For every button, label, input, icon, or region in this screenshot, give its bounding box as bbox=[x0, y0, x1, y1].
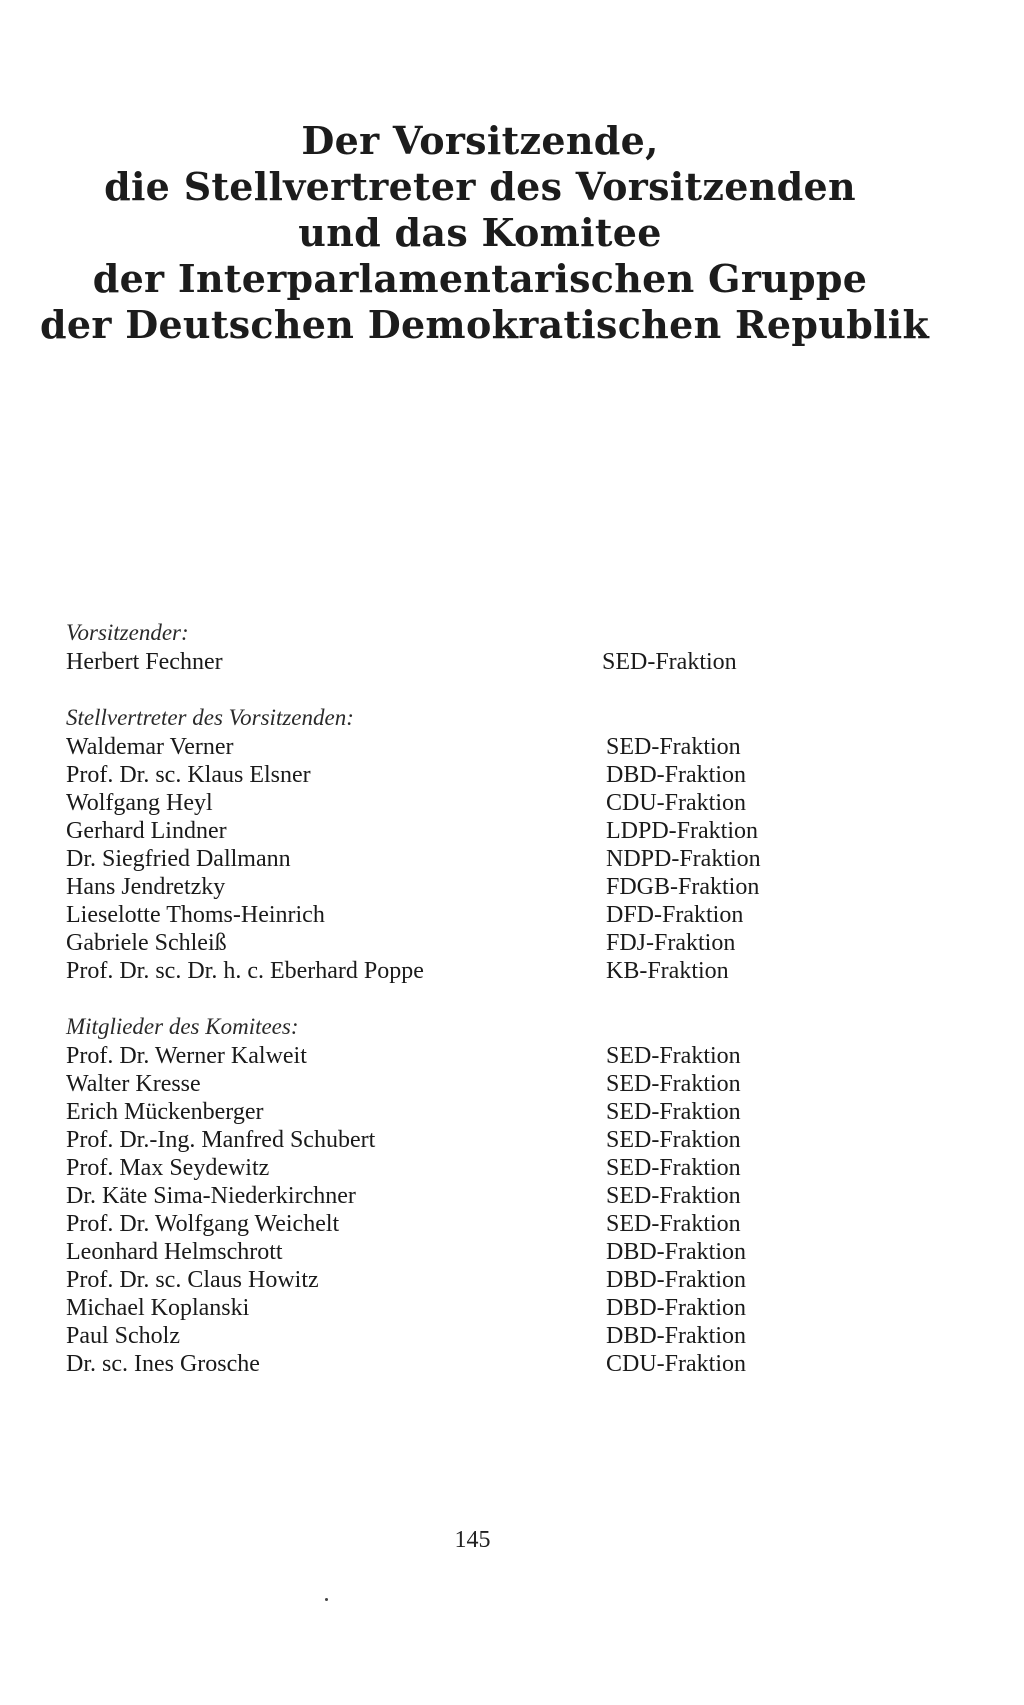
deputy-row bbox=[66, 760, 826, 790]
member-name: Prof. Max Seydewitz bbox=[66, 1155, 270, 1181]
title-line: Der Vorsitzende, bbox=[301, 118, 659, 163]
deputy-row bbox=[66, 956, 826, 986]
committee-row bbox=[66, 1293, 826, 1323]
deputy-row bbox=[66, 788, 826, 818]
member-name: Waldemar Verner bbox=[66, 734, 234, 760]
member-name: Paul Scholz bbox=[66, 1323, 180, 1349]
member-name: Prof. Dr. Wolfgang Weichelt bbox=[66, 1211, 340, 1237]
member-name: Hans Jendretzky bbox=[66, 874, 226, 900]
committee-row bbox=[66, 1209, 826, 1239]
committee-row bbox=[66, 1153, 826, 1183]
member-party: DBD-Fraktion bbox=[606, 1323, 746, 1349]
member-name: Gerhard Lindner bbox=[66, 818, 227, 844]
member-party: SED-Fraktion bbox=[606, 734, 741, 760]
member-party: SED-Fraktion bbox=[602, 649, 737, 675]
member-party: FDJ-Fraktion bbox=[606, 930, 736, 956]
committee-row bbox=[66, 1125, 826, 1155]
member-party: FDGB-Fraktion bbox=[606, 874, 760, 900]
member-party: SED-Fraktion bbox=[606, 1071, 741, 1097]
member-name: Prof. Dr. sc. Dr. h. c. Eberhard Poppe bbox=[66, 958, 424, 984]
title-line: und das Komitee bbox=[298, 210, 662, 255]
member-party: DBD-Fraktion bbox=[606, 1239, 746, 1265]
member-name: Lieselotte Thoms-Heinrich bbox=[66, 902, 325, 928]
committee-row bbox=[66, 1069, 826, 1099]
deputy-row bbox=[66, 928, 826, 958]
member-party: LDPD-Fraktion bbox=[606, 818, 758, 844]
committee-row bbox=[66, 1321, 826, 1351]
deputy-row bbox=[66, 900, 826, 930]
committee-row bbox=[66, 1349, 826, 1379]
committee-row bbox=[66, 1041, 826, 1071]
member-party: SED-Fraktion bbox=[606, 1211, 741, 1237]
committee-row bbox=[66, 1265, 826, 1295]
deputy-row bbox=[66, 732, 826, 762]
member-party: KB-Fraktion bbox=[606, 958, 729, 984]
deputies-section-label: Stellvertreter des Vorsitzenden: bbox=[66, 705, 354, 730]
deputy-row bbox=[66, 872, 826, 902]
committee-row bbox=[66, 1237, 826, 1267]
member-name: Gabriele Schleiß bbox=[66, 930, 227, 956]
member-party: SED-Fraktion bbox=[606, 1043, 741, 1069]
member-party: SED-Fraktion bbox=[606, 1155, 741, 1181]
member-name: Prof. Dr. sc. Klaus Elsner bbox=[66, 762, 311, 788]
member-name: Walter Kresse bbox=[66, 1071, 201, 1097]
member-party: DFD-Fraktion bbox=[606, 902, 744, 928]
scan-speck bbox=[325, 1598, 328, 1601]
chair-section-label: Vorsitzender: bbox=[66, 620, 189, 645]
title-line: der Deutschen Demokratischen Republik bbox=[40, 302, 930, 347]
member-party: SED-Fraktion bbox=[606, 1099, 741, 1125]
member-name: Erich Mückenberger bbox=[66, 1099, 264, 1125]
member-party: SED-Fraktion bbox=[606, 1127, 741, 1153]
member-name: Wolfgang Heyl bbox=[66, 790, 213, 816]
committee-row bbox=[66, 1181, 826, 1211]
member-name: Leonhard Helmschrott bbox=[66, 1239, 283, 1265]
member-party: DBD-Fraktion bbox=[606, 1295, 746, 1321]
committee-section-label: Mitglieder des Komitees: bbox=[66, 1014, 299, 1039]
title-line: die Stellvertreter des Vorsitzenden bbox=[104, 164, 856, 209]
member-name: Dr. Käte Sima-Niederkirchner bbox=[66, 1183, 356, 1209]
member-party: DBD-Fraktion bbox=[606, 1267, 746, 1293]
member-party: CDU-Fraktion bbox=[606, 790, 746, 816]
member-party: NDPD-Fraktion bbox=[606, 846, 761, 872]
member-name: Prof. Dr. Werner Kalweit bbox=[66, 1043, 307, 1069]
title-line: der Interparlamentarischen Gruppe bbox=[92, 256, 868, 301]
member-name: Dr. sc. Ines Grosche bbox=[66, 1351, 260, 1377]
member-party: DBD-Fraktion bbox=[606, 762, 746, 788]
page-title bbox=[40, 118, 930, 348]
member-name: Dr. Siegfried Dallmann bbox=[66, 846, 291, 872]
deputy-row bbox=[66, 816, 826, 846]
member-name: Prof. Dr.-Ing. Manfred Schubert bbox=[66, 1127, 376, 1153]
page-number: 145 bbox=[454, 1527, 491, 1553]
committee-row bbox=[66, 1097, 826, 1127]
member-name: Herbert Fechner bbox=[66, 649, 223, 675]
member-name: Michael Koplanski bbox=[66, 1295, 250, 1321]
chair-row bbox=[66, 647, 826, 677]
member-name: Prof. Dr. sc. Claus Howitz bbox=[66, 1267, 319, 1293]
deputy-row bbox=[66, 844, 826, 874]
member-party: SED-Fraktion bbox=[606, 1183, 741, 1209]
member-party: CDU-Fraktion bbox=[606, 1351, 746, 1377]
